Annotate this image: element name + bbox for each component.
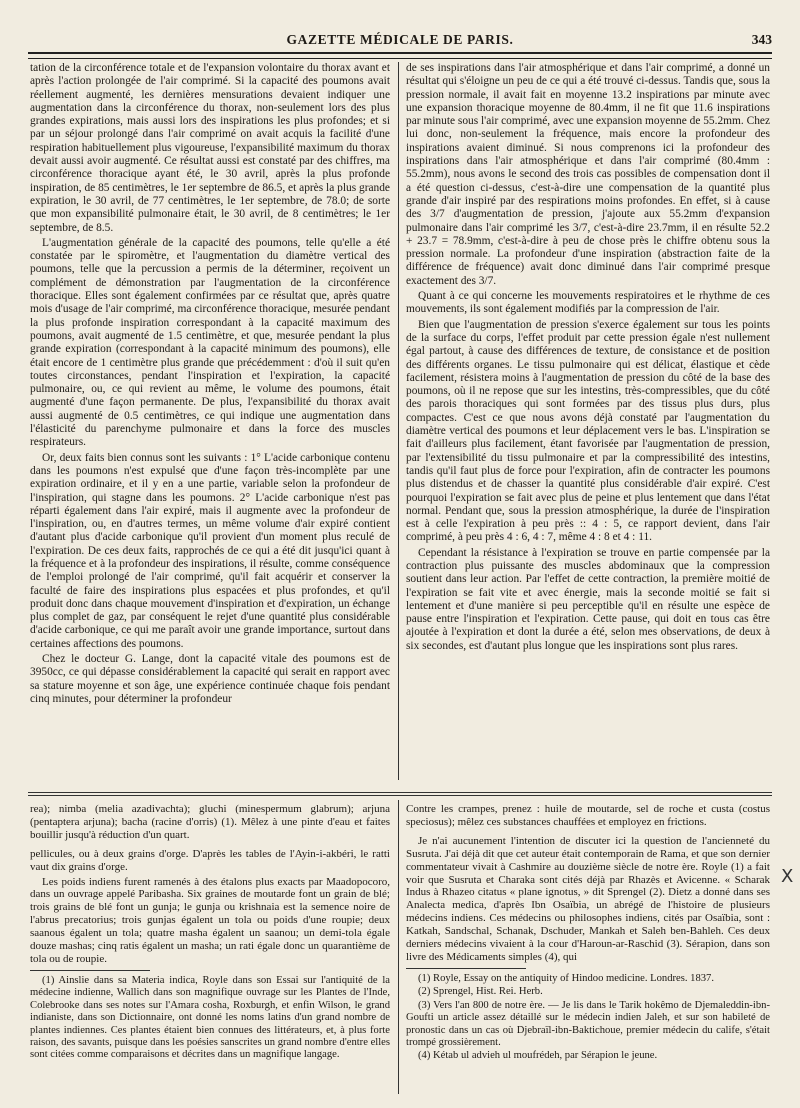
section-rule bbox=[28, 792, 772, 793]
journal-title: GAZETTE MÉDICALE DE PARIS. bbox=[286, 32, 514, 47]
paragraph: Or, deux faits bien connus sont les suivants : 1° L'acide carbonique contenu dans les poumons n'est expulsé que d'une façon très-incomplète par une expiration ordinaire, et il y en a une partie, variable selon la profondeur de l'inspiration, qui stagne dans les poumons. 2° L'acide carbonique n'est pas réparti également dans l'air expiré, mais il augmente avec la profondeur de l'inspiration, ou, en d'autres termes, un même volume d'air expiré contient d'autant plus d'acide carbonique qu'il provient d'un moment plus reculé de l'expiration. De ces deux faits, rapprochés de ce qui a été dit jusqu'ici quant à la fréquence et à la profondeur des inspirations, il résulte, comme conséquence de l'emploi prolongé de l'air comprimé, qu'il fait acquérir et conserver la faculté de faire des inspirations plus espacées et plus profondes, et qu'il produit donc dans chaque mouvement d'inspiration et d'expiration, un échange plus complet de gaz, par conséquent le rejet d'une quantité plus considérable d'acide carbonique, ce qui me paraît avoir une grande importance, surtout dans certaines affections des poumons. bbox=[30, 451, 390, 650]
lower-left-column bbox=[30, 803, 390, 1093]
page-header bbox=[28, 26, 772, 52]
footnotes bbox=[406, 973, 770, 1063]
footnote: (2) Sprengel, Hist. Rei. Herb. bbox=[418, 986, 543, 998]
paragraph: Cependant la résistance à l'expiration se trouve en partie compensée par la contraction plus puissante des muscles abdominaux que la compression soutient dans leur action. Par l'effet de cette contraction, la première moitié de l'expiration se fait vite et avec énergie, mais la seconde moitié se fait si lentement et d'une manière si peu perceptible qu'il en résulte une espèce de pause entre l'inspiration et l'expiration. Cette pause, qui doit en tous cas être ajoutée à l'expiration et dont la durée a été, selon mes observations, de deux à six secondes, est d'autant plus longue que les inspirations sont plus rares. bbox=[406, 546, 770, 652]
footnote: (3) Vers l'an 800 de notre ère. — Je lis dans le Tarik hokêmo de Djemaleddin-ibn-Goufti un article assez détaillé sur le médecin indien Jaleh, et sur son habileté de pronostic dans un cas où Djebraïl-ibn-Baktichoue, premier médecin du calife, s'était trompé grossièrement. bbox=[406, 999, 770, 1048]
lower-right-column bbox=[406, 803, 770, 1093]
footnote: (1) Royle, Essay on the antiquity of Hindoo medicine. Londres. 1837. bbox=[418, 972, 714, 984]
paragraph: Quant à ce qui concerne les mouvements respiratoires et le rhythme de ces mouvements, ils sont également modifiés par la compression de l'air. bbox=[406, 290, 770, 316]
paragraph: Je n'ai aucunement l'intention de discuter ici la question de l'ancienneté du Susruta. J'ai déjà dit que cet auteur était contemporain de Rama, et que son dernier commentateur vivait à Cashmire au douzième siècle de notre ère. Royle (1) a fait voir que Susruta et Charaka sont cités déjà par Rhazès et Avicenne. « Scharak Indus à Rhazeo citatus « plane ignotus, » dit Sprengel (2). Dietz a donné dans ses Analecta medica, d'après Ibn Osaïbia, un abrégé de l'histoire de plusieurs médecins indiens. Ces médecins ou philosophes indiens, cités par Osaïbia, sont : Katkah, Sandschal, Schanak, Dschuder, Mankah et Saleh ben-Bahleh. Ces deux derniers médecins vivaient à la cour d'Haroun-ar-Raschid (3). Sérapion, dans son livre des Médicaments simples (4), qui bbox=[406, 834, 770, 963]
footnote: (1) Ainslie dans sa Materia indica, Royle dans son Essai sur l'antiquité de la médecine indienne, Wallich dans son magnifique ouvrage sur les Plantes de l'Inde, Colebrooke dans ses notes sur l'Amara cosha, Roxburgh, et enfin Wilson, le grand indianiste, dans son Dictionnaire, ont donné les noms latins d'un grand nombre de plantes indiennes. Ces plantes étaient bien connues des littérateurs, et, à plus forte raison, des savants, puisque dans les poésies sanscrites un grand nombre d'entre elles sont citées comme comparaisons et décrites dans un magnifique langage. bbox=[30, 974, 390, 1061]
paragraph: rea); nimba (melia azadivachta); gluchi (minespermum glabrum); arjuna (pentaptera arjuna); bacha (racine d'orris) (1). Mêlez à une pinte d'eau et faites bouillir jusqu'à réduction d'un quart. bbox=[30, 803, 390, 841]
upper-left-column bbox=[30, 62, 390, 780]
paragraph: Les poids indiens furent ramenés à des étalons plus exacts par Maadopocoro, dans un ouvrage appelé Paribasha. Six graines de moutarde font un grain de blé; trois grains de blé font un gunja; le gunja ou krishnaia est la semence noire de l'abrus precatorius; trois gunjas égalent un tola ou poids d'une roupie; deux saanous égalent un tola; quatre masha égalent un saanou; un demi-tola égale douze mashas; cinq ratis égalent un masha; un rati égale donc un quarantième de tola ou de roupie. bbox=[30, 875, 390, 965]
section-rule bbox=[28, 795, 772, 796]
margin-annotation: X bbox=[781, 866, 794, 887]
paragraph: pellicules, ou à deux grains d'orge. D'après les tables de l'Ayin-i-akbéri, le ratti vaut dix grains d'orge. bbox=[30, 847, 390, 873]
paragraph: Chez le docteur G. Lange, dont la capacité vitale des poumons est de 3950cc, ce qui dépasse considérablement la capacité qui serait en rapport avec sa stature moyenne et son âge, une expérience continuée chaque fois pendant cinq minutes, pour déterminer la profondeur bbox=[30, 653, 390, 705]
paragraph: tation de la circonférence totale et de l'expansion volontaire du thorax avant et après l'action prolongée de l'air comprimé. Si la capacité des poumons avait réellement augmenté, les dernières mensurations devaient indiquer une augmentation dans la circonférence du thorax, non-seulement lors des plus grandes expirations, mais aussi lors des inspirations les plus profondes; et si par un séjour prolongé dans l'air comprimé on avait acquis la facilité d'une respiration habituellement plus vigoureuse, l'expansibilité maximum du thorax devait aussi avoir augmenté. Ce résultat aussi est constaté par des chiffres, ma circonférence thoracique ayant été, le 30 avril, après la plus profonde inspiration, de 85 centimètres, le 1er septembre de 86.5, et après la plus grande expiration, le 30 avril, de 77 centimètres, le 1er septembre, de 78.0; de sorte que mon expansibilité pulmonaire était, le 30 avril, de 8 centimètres; le 1er septembre, de 8.5. bbox=[30, 62, 390, 234]
page-number: 343 bbox=[751, 32, 772, 47]
paragraph: de ses inspirations dans l'air atmosphérique et dans l'air comprimé, a donné un résultat qui s'éloigne un peu de ce qui a été trouvé ci-dessus. Tandis que, sous la pression normale, il avait fait en moyenne 13.2 inspirations par minute avec une expansion thoracique moyenne de 80.4mm, il ne fit que 11.6 inspirations par minute sous l'air comprimé, avec une expansion moyenne de 55.2mm. Chez lui donc, non-seulement la fréquence, mais encore la profondeur des inspirations avaient diminué. Si nous comprenons ici la profondeur des inspirations dans l'air atmosphérique et dans l'air comprimé (80.4mm : 55.2mm), nous avons le second des trois cas possibles de compensation dont il a été question ci-dessus, c'est-à-dire une compensation de la quantité plus grande d'air inspiré par des respirations moins profondes. En effet, si à cause des 3/7 d'augmentation de pression, j'ajoute aux 55.2mm d'expansion pulmonaire dans l'air comprimé les 3/7, c'est-à-dire 23.7mm, il en résulte 52.2 + 23.7 = 78.9mm, c'est-à-dire à peu de chose près le chiffre obtenu sous la pression normale. La profondeur d'une inspiration (abstraction faite de la différence de fréquence) avait donc diminué dans l'air comprimé presque exactement des 3/7. bbox=[406, 62, 770, 287]
footnotes bbox=[30, 975, 390, 1062]
upper-right-column bbox=[406, 62, 770, 780]
footnote-rule bbox=[30, 970, 150, 971]
column-divider bbox=[398, 800, 399, 1094]
paragraph: Contre les crampes, prenez : huile de moutarde, sel de roche et custa (costus speciosus); mêlez ces substances chauffées et employez en frictions. bbox=[406, 803, 770, 828]
footnote-rule bbox=[406, 968, 526, 969]
header-rule bbox=[28, 52, 772, 59]
paragraph: Bien que l'augmentation de pression s'exerce également sur tous les points de la surface du corps, l'effet produit par cette pression égale n'est nullement égal partout, à cause des différences de texture, de consistance et de position des différents organes. Le tissu pulmonaire qui est délicat, élastique et cède facilement, résistera moins à l'augmentation de pression du côté de la base des poumons, où il ne repose que sur les intestins, très-compressibles, que du côté des parois thoraciques qui sont formées par des tissus plus durs, plus compactes. C'est ce que nous avons déjà constaté par l'augmentation du diamètre vertical des poumons et leur déplacement vers le bas. L'inspiration se fait d'ailleurs plus facilement, étant favorisée par l'augmentation de pression, par l'extensibilité du tissu pulmonaire et par la compressibilité des intestins, tandis qu'il faut plus de force pour l'expiration, afin de contracter les poumons plus distendus et de chasser la quantité plus considérable d'air expiré. C'est pourquoi l'expiration se fait avec plus de peine et plus lentement que dans l'état normal. Pendant que, sous la pression atmosphérique, la durée de l'inspiration est à celle l'expiration à peu près :: 4 : 5, ce rapport devient, dans l'air comprimé, à peu près 4 : 6, 4 : 7, même 4 : 8 et 4 : 11. bbox=[406, 318, 770, 544]
paragraph: L'augmentation générale de la capacité des poumons, telle qu'elle a été constatée par le spiromètre, et l'augmentation du diamètre vertical des poumons, telle que la percussion a permis de la déterminer, reçoivent un complément de démonstration par l'augmentation de la circonférence thoracique. Elles sont également confirmées par ce résultat que, après quatre mois d'usage de l'air comprimé, ma circonférence thoracique, mesurée pendant la plus profonde inspiration correspondant à la capacité maximum des poumons, avait augmenté de 1.5 centimètre, et que, mesurée pendant la plus grande expiration (correspondant à la capacité minimum des poumons), elle était encore de 1 centimètre plus grande que précédemment : d'où il suit qu'en toutes circonstances, pendant l'inspiration et l'expiration, la capacité pulmonaire, ou, ce qui revient au même, le volume des poumons, était augmenté d'une façon permanente. De plus, l'expansibilité du thorax avait aussi augmenté de 0.5 centimètres, ce qui indique une augmentation dans l'élasticité du parenchyme pulmonaire et dans la force des muscles respirateurs. bbox=[30, 236, 390, 449]
column-divider bbox=[398, 62, 399, 780]
footnote: (4) Kétab ul advieh ul moufrédeh, par Sérapion le jeune. bbox=[418, 1050, 658, 1062]
